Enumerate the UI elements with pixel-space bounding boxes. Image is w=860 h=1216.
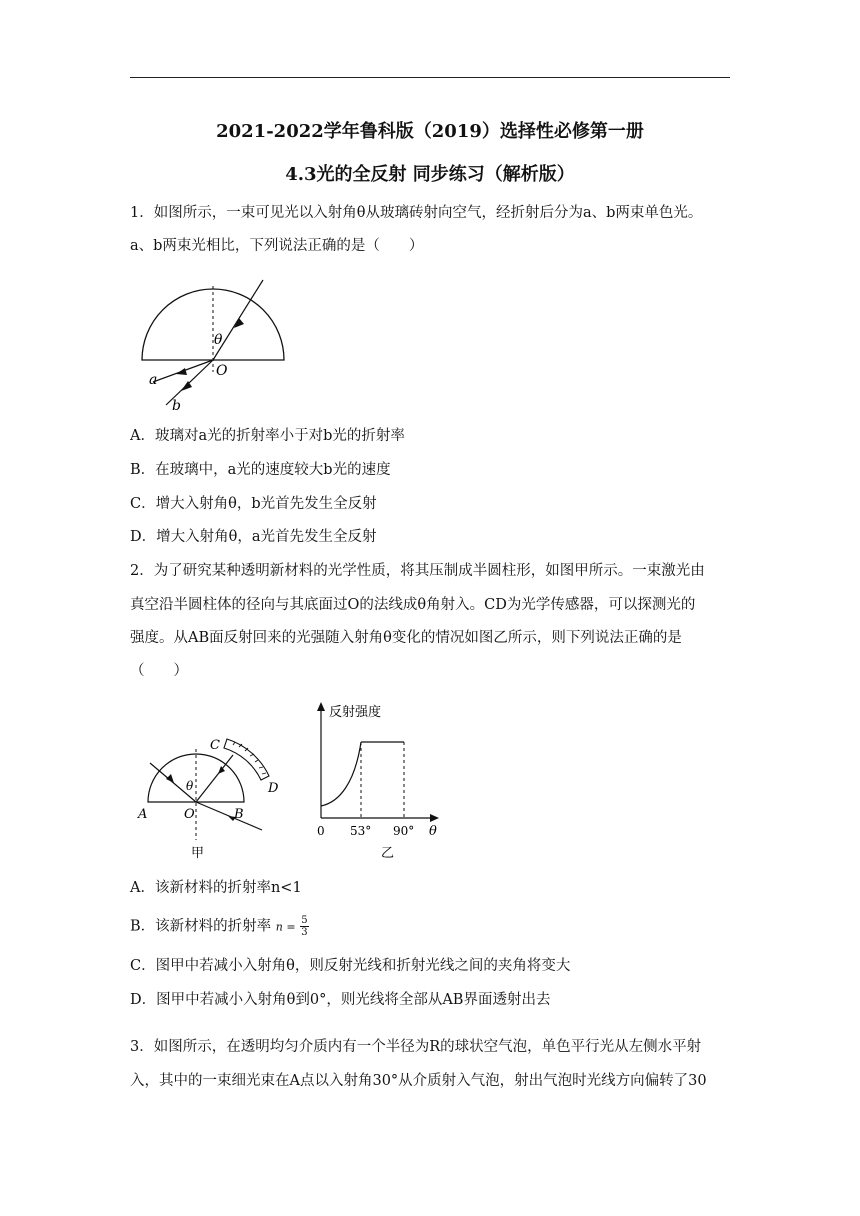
q2-caption-jia: 甲	[191, 846, 205, 861]
q1-b-label: b	[172, 398, 181, 414]
q1-stem-line1: 1．如图所示，一束可见光以入射角θ从玻璃砖射向空气，经折射后分为a、b两束单色光。	[130, 205, 703, 221]
q2-option-b-n: n =	[275, 920, 296, 934]
q2-fraction-denominator: 3	[301, 927, 308, 938]
q2-yi-ylabel: 反射强度	[329, 705, 382, 720]
q1-option-c: C．增大入射角θ，b光首先发生全反射	[130, 496, 377, 512]
q2-reflected-ray	[196, 755, 233, 802]
q2-yi-theta: θ	[429, 824, 437, 839]
q1-a-label: a	[149, 372, 158, 388]
q2-yi-x-arrow	[430, 814, 439, 822]
q2-option-b-fraction	[300, 915, 308, 938]
q2-option-b	[130, 915, 309, 938]
q1-stem-line2: a、b两束光相比，下列说法正确的是（ ）	[130, 238, 424, 254]
q2-yi-tick-90: 90°	[393, 824, 415, 838]
q1-theta-label: θ	[214, 332, 223, 348]
q1-option-b: B．在玻璃中，a光的速度较大b光的速度	[130, 462, 391, 478]
q3-stem-line1: 3．如图所示，在透明均匀介质内有一个半径为R的球状空气泡，单色平行光从左侧水平射	[130, 1039, 702, 1055]
q2-stem-line3: 强度。从AB面反射回来的光强随入射角θ变化的情况如图乙所示，则下列说法正确的是	[130, 630, 682, 646]
q1-ray-a-arrow	[176, 368, 187, 375]
header-rule	[130, 77, 730, 78]
q2-label-theta: θ	[186, 779, 194, 793]
q1-option-a: A．玻璃对a光的折射率小于对b光的折射率	[130, 428, 405, 444]
q1-origin-label: O	[216, 363, 228, 379]
q2-label-b: B	[234, 807, 244, 822]
q3-stem-line2: 入，其中的一束细光束在A点以入射角30°从介质射入气泡，射出气泡时光线方向偏转了30	[130, 1073, 707, 1089]
q2-label-c: C	[210, 738, 220, 753]
q2-figure-yi	[305, 698, 455, 863]
q2-option-b-text: B．该新材料的折射率	[130, 918, 272, 935]
q2-caption-yi: 乙	[381, 846, 395, 861]
q2-option-d: D．图甲中若减小入射角θ到0°，则光线将全部从AB界面透射出去	[130, 992, 551, 1008]
q2-refracted-ray	[196, 802, 262, 830]
q2-label-a: A	[138, 807, 148, 822]
q2-incident-arrow	[166, 774, 174, 783]
q2-label-d: D	[268, 781, 279, 796]
q2-yi-y-arrow	[317, 702, 325, 711]
page-title-line2: 4.3光的全反射 同步练习（解析版）	[285, 164, 575, 185]
page-title-line1: 2021-2022学年鲁科版（2019）选择性必修第一册	[216, 121, 644, 142]
q2-yi-curve	[321, 742, 361, 806]
q2-stem-line1: 2．为了研究某种透明新材料的光学性质，将其压制成半圆柱形，如图甲所示。一束激光由	[130, 563, 705, 579]
q1-option-d: D．增大入射角θ，a光首先发生全反射	[130, 529, 377, 545]
q2-label-o: O	[184, 807, 195, 822]
q2-yi-tick-0: 0	[317, 824, 325, 838]
q2-fraction-numerator: 5	[301, 915, 308, 926]
q2-option-a: A．该新材料的折射率n<1	[130, 880, 302, 896]
q2-stem-line2: 真空沿半圆柱体的径向与其底面过O的法线成θ角射入。CD为光学传感器，可以探测光的	[130, 597, 696, 613]
q2-option-c: C．图甲中若减小入射角θ，则反射光线和折射光线之间的夹角将变大	[130, 958, 571, 974]
q2-yi-tick-53: 53°	[350, 824, 372, 838]
q2-figure-jia	[130, 725, 290, 865]
q2-stem-line4: （ ）	[130, 663, 188, 679]
q1-figure	[130, 272, 300, 417]
